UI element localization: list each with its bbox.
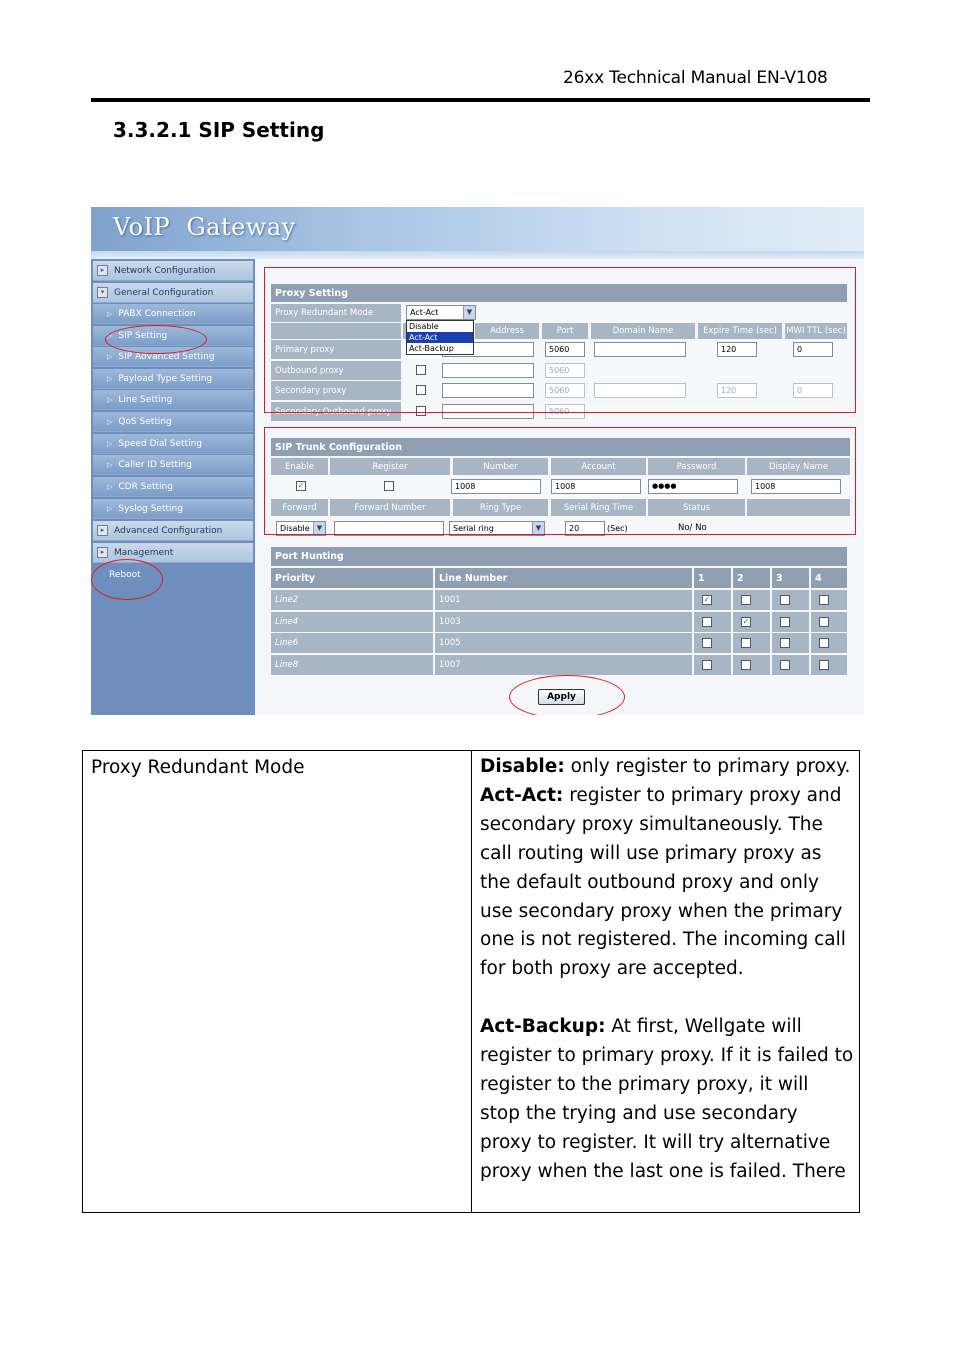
sidebar-item[interactable] xyxy=(93,521,253,541)
trunk-display-name-input[interactable]: 1008 xyxy=(751,479,841,494)
hunting-port-cell xyxy=(694,612,731,632)
manual-header: 26xx Technical Manual EN-V108 xyxy=(563,68,828,88)
gateway-screenshot xyxy=(91,207,864,715)
table-left-cell: Proxy Redundant Mode xyxy=(91,757,305,778)
hunting-port-cell xyxy=(772,655,809,675)
hunting-port-cell xyxy=(733,590,770,610)
proxy-row-label: Secondary proxy xyxy=(271,381,401,400)
proxy-col-domain: Domain Name xyxy=(591,323,695,339)
hunting-port-checkbox[interactable] xyxy=(780,595,790,605)
hunting-priority: Line8 xyxy=(271,655,433,675)
expand-box-icon: ▸ xyxy=(97,547,108,558)
sidebar-item[interactable] xyxy=(93,283,253,303)
expand-box-icon: ▸ xyxy=(97,525,108,536)
description-table xyxy=(82,750,860,1213)
triangle-right-icon: ▷ xyxy=(107,439,113,448)
proxy-mode-label: Proxy Redundant Mode xyxy=(271,304,401,322)
sidebar-item-label: Line Setting xyxy=(118,394,173,405)
triangle-right-icon: ▷ xyxy=(107,374,113,383)
section-title: 3.3.2.1 SIP Setting xyxy=(113,118,325,142)
hunting-priority: Line4 xyxy=(271,612,433,632)
sidebar-item-label: QoS Setting xyxy=(118,416,172,427)
proxy-mwi-input[interactable]: 0 xyxy=(793,383,833,398)
sidebar-item[interactable] xyxy=(93,261,253,281)
chevron-down-icon: ▼ xyxy=(313,522,325,535)
hunting-port-checkbox[interactable] xyxy=(819,617,829,627)
apply-highlight-oval xyxy=(509,675,625,715)
trunk-col-header: Number xyxy=(453,458,548,475)
hunting-port-cell xyxy=(733,655,770,675)
proxy-row-label: Outbound proxy xyxy=(271,361,401,380)
hunting-priority: Line6 xyxy=(271,633,433,653)
disable-desc xyxy=(480,753,854,782)
trunk-password-input[interactable]: ●●●● xyxy=(648,479,738,494)
proxy-col-expire: Expire Time (sec) xyxy=(698,323,782,339)
hunting-port-checkbox[interactable]: ✓ xyxy=(742,617,750,626)
actbackup-desc xyxy=(480,1013,854,1186)
hunting-port-checkbox[interactable] xyxy=(780,617,790,627)
sidebar-item-label: Reboot xyxy=(109,570,141,580)
trunk-col-header: Forward Number xyxy=(330,499,450,516)
triangle-right-icon: ▷ xyxy=(107,309,113,318)
chevron-down-icon: ▼ xyxy=(532,522,544,535)
proxy-row-label: Primary proxy xyxy=(271,340,401,359)
sidebar-item[interactable] xyxy=(93,477,253,497)
hunting-line-number: 1005 xyxy=(435,633,692,653)
hunting-port-cell xyxy=(811,590,847,610)
trunk-col-header: Serial Ring Time xyxy=(551,499,646,516)
triangle-right-icon: ▷ xyxy=(107,331,113,340)
triangle-right-icon: ▷ xyxy=(107,417,113,426)
hunting-col-header: 4 xyxy=(811,568,847,588)
trunk-highlight-box xyxy=(264,427,856,535)
apply-button[interactable]: Apply xyxy=(538,689,585,705)
trunk-col-header: Account xyxy=(551,458,646,475)
dropdown-option[interactable]: Act-Act xyxy=(407,332,473,343)
sidebar-item-label: General Configuration xyxy=(114,287,214,298)
hunting-port-cell xyxy=(733,633,770,653)
sip-setting-highlight-oval xyxy=(105,325,207,354)
hunting-port-checkbox[interactable] xyxy=(741,595,751,605)
logo: VoIP Gateway xyxy=(113,213,296,241)
sidebar-item-label: Speed Dial Setting xyxy=(118,438,202,449)
hunting-col-header: 1 xyxy=(694,568,731,588)
sidebar-item[interactable] xyxy=(93,434,253,454)
sidebar-item-label: Caller ID Setting xyxy=(118,459,192,470)
actact-desc xyxy=(480,782,854,984)
header-rule xyxy=(91,98,870,102)
sidebar-item[interactable] xyxy=(93,412,253,432)
sidebar-item[interactable] xyxy=(93,304,253,324)
proxy-col-port: Port xyxy=(542,323,588,339)
proxy-expire-input[interactable]: 120 xyxy=(717,342,757,357)
hunting-port-checkbox[interactable] xyxy=(819,638,829,648)
disable-text: only register to primary proxy. xyxy=(564,756,851,777)
sec-unit: (Sec) xyxy=(607,524,628,533)
hunting-port-cell xyxy=(694,633,731,653)
trunk-status: No/ No xyxy=(678,523,707,533)
proxy-port-input[interactable]: 5060 xyxy=(545,383,585,398)
proxy-expire-input[interactable]: 120 xyxy=(717,383,757,398)
proxy-setting-title: Proxy Setting xyxy=(271,284,847,302)
sidebar-item-label: SIP Advanced Setting xyxy=(118,351,215,362)
actbackup-text: At first, Wellgate will register to primary proxy. If it is failed to register to the primary proxy, it will stop the trying and use secondary proxy to register. It will try alternative proxy when the last one is failed. There xyxy=(480,1016,854,1182)
ring-type-value: Serial ring xyxy=(453,524,494,533)
trunk-col-header: Status xyxy=(648,499,745,516)
triangle-right-icon: ▷ xyxy=(107,482,113,491)
triangle-right-icon: ▷ xyxy=(107,460,113,469)
hunting-line-number: 1001 xyxy=(435,590,692,610)
hunting-port-cell xyxy=(694,590,731,610)
trunk-enable-checkbox[interactable]: ✓ xyxy=(297,481,305,490)
proxy-col-address: Address xyxy=(475,323,539,339)
trunk-col-header: Password xyxy=(648,458,745,475)
hunting-line-number: 1003 xyxy=(435,612,692,632)
proxy-row-label: Secondary Outbound proxy xyxy=(271,402,401,421)
actact-text: register to primary proxy and secondary proxy simultaneously. The call routing will use primary proxy as the default outbound proxy and only use secondary proxy when the primary one is not registered. The incoming call for both proxy are accepted. xyxy=(480,784,846,980)
hunting-port-cell xyxy=(733,612,770,632)
triangle-right-icon: ▷ xyxy=(107,395,113,404)
dropdown-option[interactable]: Disable xyxy=(409,322,439,331)
sidebar-item-label: Payload Type Setting xyxy=(118,373,213,384)
trunk-col-header: Enable xyxy=(271,458,328,475)
disable-term: Disable: xyxy=(480,756,565,777)
expand-box-icon: ▸ xyxy=(97,265,108,276)
hunting-port-cell xyxy=(772,612,809,632)
proxy-port-input[interactable]: 5060 xyxy=(545,342,585,357)
sidebar-item-label: Management xyxy=(114,547,174,558)
proxy-col-mwi: MWI TTL (sec) xyxy=(785,323,847,339)
hunting-port-cell xyxy=(811,633,847,653)
hunting-port-checkbox[interactable] xyxy=(780,638,790,648)
spacer xyxy=(480,984,854,1013)
hunting-port-cell xyxy=(811,612,847,632)
sidebar-item[interactable] xyxy=(93,369,253,389)
table-right-cell xyxy=(480,753,854,1187)
hunting-port-cell xyxy=(811,655,847,675)
hunting-port-cell xyxy=(772,633,809,653)
trunk-title: SIP Trunk Configuration xyxy=(271,438,850,456)
trunk-col-header: Ring Type xyxy=(453,499,548,516)
trunk-col-header: Display Name xyxy=(747,458,850,475)
banner-strip xyxy=(91,251,864,259)
sidebar-item-label: CDR Setting xyxy=(118,481,173,492)
sidebar-item[interactable] xyxy=(93,499,253,519)
hunting-port-checkbox[interactable] xyxy=(702,617,712,627)
triangle-right-icon: ▷ xyxy=(107,504,113,513)
proxy-highlight-box xyxy=(264,267,856,413)
hunting-col-header: Priority xyxy=(271,568,433,588)
actbackup-term: Act-Backup: xyxy=(480,1016,606,1038)
sidebar-item-label: Network Configuration xyxy=(114,265,216,276)
hunting-port-cell xyxy=(694,655,731,675)
dropdown-option[interactable]: Act-Backup xyxy=(409,344,454,353)
sidebar-item[interactable] xyxy=(93,455,253,475)
hunting-col-header: 2 xyxy=(733,568,770,588)
actact-term: Act-Act: xyxy=(480,784,564,806)
trunk-account-input[interactable]: 1008 xyxy=(551,479,641,494)
chevron-down-icon: ▼ xyxy=(463,306,475,319)
hunting-priority: Line2 xyxy=(271,590,433,610)
hunting-port-checkbox[interactable] xyxy=(780,660,790,670)
sidebar-item-label: Syslog Setting xyxy=(118,503,183,514)
trunk-col-header: Forward xyxy=(271,499,328,516)
reboot-highlight-oval xyxy=(91,559,163,600)
hunting-col-header: 3 xyxy=(772,568,809,588)
proxy-port-input[interactable]: 5060 xyxy=(545,404,585,419)
hunting-port-checkbox[interactable] xyxy=(741,638,751,648)
trunk-number-input[interactable]: 1008 xyxy=(451,479,541,494)
sidebar-item-label: PABX Connection xyxy=(118,308,196,319)
proxy-port-input[interactable]: 5060 xyxy=(545,363,585,378)
forward-value: Disable xyxy=(280,524,310,533)
hunting-col-header: Line Number xyxy=(435,568,692,588)
sidebar-item-label: Advanced Configuration xyxy=(114,525,223,536)
main-panel xyxy=(255,259,864,715)
proxy-mode-value: Act-Act xyxy=(410,308,439,317)
hunting-port-cell xyxy=(772,590,809,610)
hunting-port-checkbox[interactable] xyxy=(819,660,829,670)
proxy-mwi-input[interactable]: 0 xyxy=(793,342,833,357)
hunting-port-checkbox[interactable] xyxy=(702,660,712,670)
sidebar-item-label: SIP Setting xyxy=(118,330,168,341)
table-divider xyxy=(471,751,472,1212)
hunting-title: Port Hunting xyxy=(271,547,847,566)
sidebar-item[interactable] xyxy=(93,390,253,410)
hunting-port-checkbox[interactable] xyxy=(702,638,712,648)
trunk-col-header: Register xyxy=(330,458,450,475)
serial-ring-time-input[interactable]: 20 xyxy=(565,521,605,536)
triangle-right-icon: ▷ xyxy=(107,352,113,361)
hunting-port-checkbox[interactable] xyxy=(819,595,829,605)
collapse-box-icon: ▾ xyxy=(97,287,108,298)
hunting-port-checkbox[interactable] xyxy=(741,660,751,670)
hunting-port-checkbox[interactable]: ✓ xyxy=(703,595,711,604)
hunting-line-number: 1007 xyxy=(435,655,692,675)
